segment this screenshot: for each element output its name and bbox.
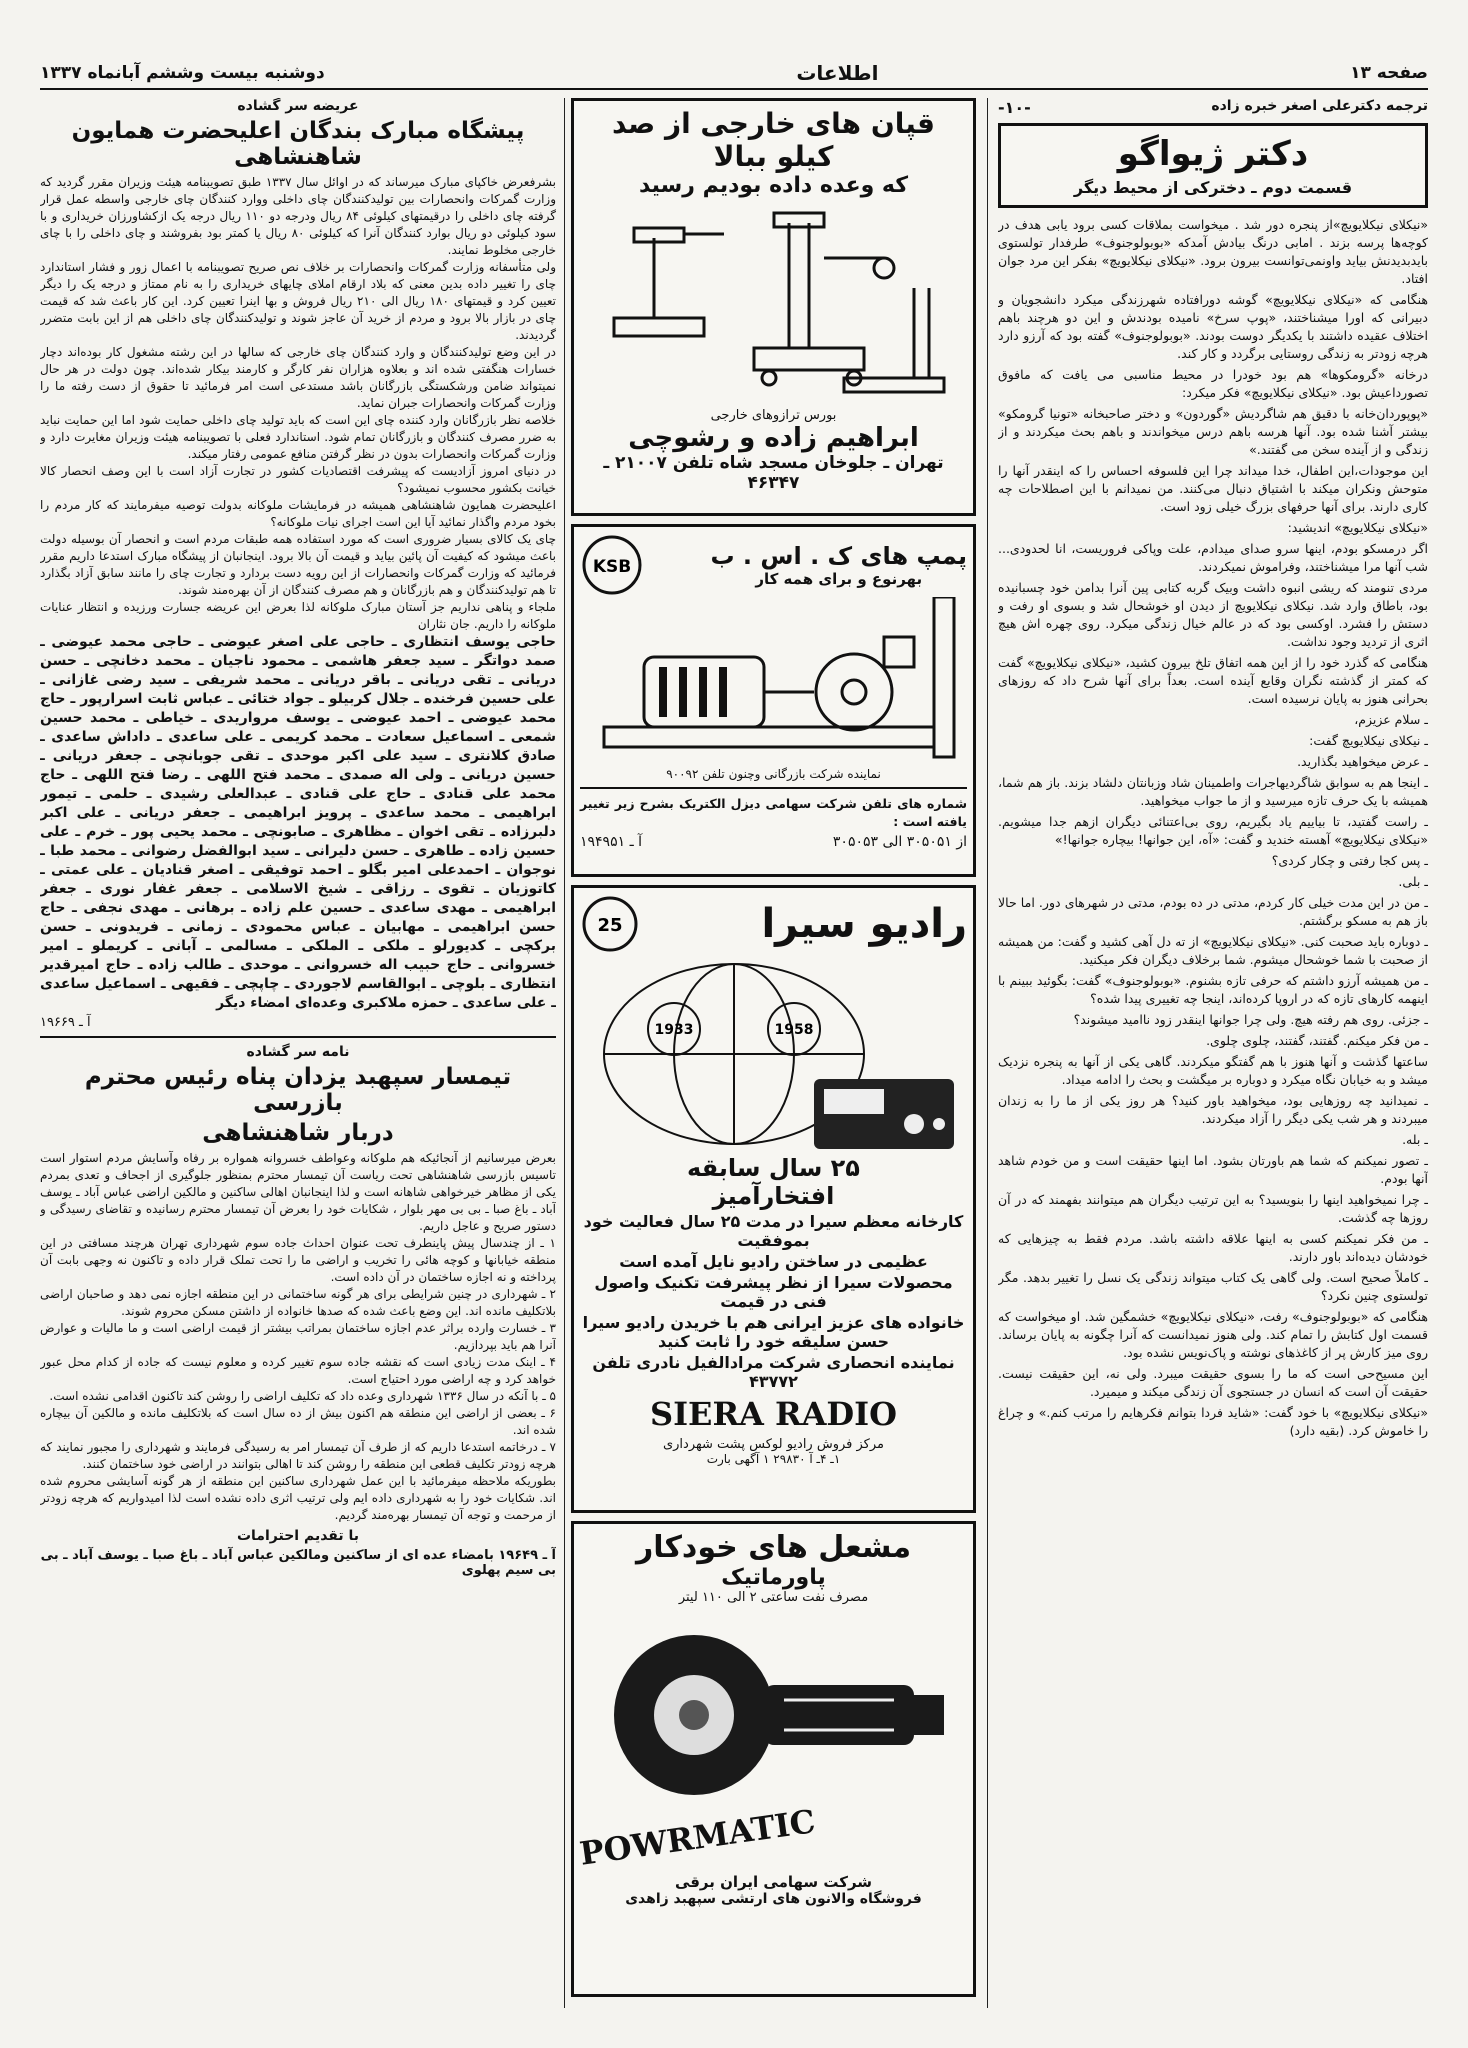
ad-pump-headline: پمپ های ک . اس . ب	[710, 542, 967, 570]
ad-scales-subhead: که وعده داده بودیم رسید	[638, 173, 909, 198]
letter1-code: آ ـ ۱۹۶۶۹	[40, 1015, 91, 1030]
letter2-paragraph: ۷ ـ درخاتمه استدعا داریم که از طرف آن تیمسار امر به رسیدگی فرمایند و شهرداری را مجبور نمایند که هرچه زودتر تکلیف قطعی این منطقه را روشن کند تا اهالی بتوانند در اراضی خود ساختمان کنند.	[40, 1440, 556, 1471]
ad-radio-line: عظیمی در ساختن رادیو نایل آمده است	[619, 1252, 928, 1271]
column-divider	[987, 98, 988, 2008]
scales-illustration	[584, 198, 964, 408]
ad-powrmatic-brand: POWRMATIC	[577, 1802, 818, 1873]
letter1-paragraph: ملجاء و پناهی نداریم جز آستان مبارک ملوکانه لذا بعرض این عریضه جسارت ورزیده و انتظار عنایات ملوکانه را داریم. جان نثاران	[40, 600, 556, 631]
letter2-paragraph: ۴ ـ اینک مدت زیادی است که نقشه جاده سوم تغییر کرده و معلوم نیست که جاده از کدام محل عبور خواهد کرد و چه اراضی مورد احتیاج است.	[40, 1355, 556, 1386]
serial-paragraph: این موجودات،این اطفال، خدا میداند چرا این فلسوفه احساس را که اینقدر آنها را متوحش ونکران میکند با اشتیاق دنبال می‌کنند. من نمیدانم با این اصطلاحات چه کاری دارند. برای آنها حرفهای بزرگ خیلی زود است.	[998, 463, 1428, 514]
column-divider	[564, 98, 565, 2008]
serial-text	[998, 216, 1428, 1440]
serial-paragraph: ـ من در این مدت خیلی کار کردم، مدتی در ده بودم، مدتی در شهرهای دور. اما حالا باز هم به مسکو برگشتم.	[998, 895, 1428, 928]
svg-text:25: 25	[597, 915, 623, 936]
serial-paragraph: ـ بله.	[1402, 1132, 1428, 1147]
ad-scales-address: تهران ـ جلوخان مسجد شاه تلفن ۲۱۰۰۷ ـ ۴۶۳۴۷	[603, 453, 944, 493]
ad-radio-brand: SIERA RADIO	[649, 1395, 898, 1433]
serial-paragraph: ـ بلی.	[1398, 874, 1428, 889]
ad-radio-years: ۲۵ سال سابقه	[687, 1154, 860, 1182]
newspaper-name: اطلاعات	[796, 61, 879, 85]
serial-paragraph: اگر درمسکو بودم، اینها سرو صدای میدادم، علت وپاکی فروریست، انا لحدودی... شب آنها مرا میشناختند، وفراموش نمیکردند.	[998, 541, 1428, 574]
letter1-paragraph: در دنیای امروز آزادیست که پیشرفت اقتصادیات کشور در تجارت آزاد است با این وصف انحصار کالا خیانت بکشور محسوب نمیشود؟	[40, 464, 556, 495]
letter2-paragraph: بطوریکه ملاحظه میفرمائید با این عمل شهرداری ساکنین این منطقه از هر گونه آسایشی محروم شده اند. شکایات خود را به شهرداری داده ایم ولی ترتیب اثری داده نشده است لذا امیدواریم که هرچه زودتر از مرحمت و توجه آن تیمسار بهره‌مند گردیم.	[40, 1474, 556, 1522]
ad-radio-line: خانواده های عزیز ایرانی هم با خریدن رادیو سیرا حسن سلیقه خود را ثابت کنید	[582, 1313, 965, 1351]
ad-scales-company: ابراهیم زاده و رشوچی	[628, 423, 919, 453]
letter1-title: پیشگاه مبارک بندگان اعلیحضرت همایون شاهنشاهی	[71, 118, 525, 170]
serial-paragraph: ساعتها گذشت و آنها هنوز با هم گفتگو میکردند. گاهی یکی از آنها به پنجره نزدیک میشد و به خیابان نگاه میکرد و دوباره بر میگشت و بحث را ادامه میداد.	[998, 1054, 1428, 1087]
letter1-paragraph: در این وضع تولیدکنندگان و وارد کنندگان چای خارجی که سالها در این رشته مشغول کار بوده‌اند دچار خسارات هنگفتی شده اند و بعلاوه هزاران نفر کارگر و کارمند بیکار شده‌اند. چون دولت در هر حال نمیتواند ضامن ورشکستگی بازرگانان باشد مستدعی است امر فرمائید تا حقوق از دست رفته ما را وزارت گمرکات وانحصارات جبران نماید.	[40, 345, 556, 410]
ksb-logo-icon	[580, 533, 644, 597]
serial-title: دکتر ژیواگو	[1117, 134, 1309, 174]
letter1-kicker: عریضه سر گشاده	[237, 98, 359, 114]
issue-date: دوشنبه بیست وششم آبانماه ۱۳۳۷	[40, 63, 325, 83]
serial-paragraph: ـ جزئی. روی هم رفته هیچ. ولی چرا جوانها اینقدر زود ناامید میشوند؟	[1073, 1012, 1428, 1027]
svg-text:1958: 1958	[774, 1022, 813, 1038]
svg-text:1933: 1933	[654, 1022, 693, 1038]
ad-powrmatic	[571, 1521, 976, 1997]
serial-byline	[998, 98, 1428, 117]
letter1-paragraph: چای یک کالای بسیار ضروری است که مورد استفاده همه طبقات مردم است و انحصار آن بوسیله دولت باعث میشود که کیفیت آن پائین بیاید و قیمت آن بالا برود. اینجانبان از پیشگاه مبارک استدعا داریم مقرر فرمائید که وزارت گمرکات وانحصارات از این رویه دست بردارد و تجارت چای را مانند سابق آزاد بگذارد تا هم تولیدکنندگان و هم بازرگانان و هم مصرف کنندگان از آن بهره‌مند شوند.	[40, 532, 556, 597]
serial-paragraph: ـ عرض میخواهید بگذارید.	[1297, 754, 1428, 769]
serial-column	[998, 98, 1428, 2008]
letter2-paragraph: ۳ ـ خسارت وارده براثر عدم اجازه ساختمان بمراتب بیشتر از قیمت اراضی است و ما مالیات و عوارض آنرا هم باید بپردازیم.	[40, 1321, 556, 1352]
serial-paragraph: ـ سلام عزیزم،	[1354, 712, 1428, 727]
ad-radio-lines	[580, 1212, 967, 1391]
serial-paragraph: ـ کاملاً صحیح است. ولی گاهی یک کتاب میتواند زندگی یک نسل را تغییر بدهد. مگر تولستوی چنین نکرد؟	[998, 1270, 1428, 1303]
serial-paragraph: ـ من فکر نمیکنم کسی به اینها علاقه داشته باشد. مردم فقط به چیزهایی که خودشان دیده‌اند باور دارند.	[998, 1231, 1428, 1264]
globe-radio-illustration	[584, 954, 964, 1154]
ad-radio-headline: رادیو سیرا	[761, 901, 967, 947]
serial-paragraph: این مسیح‌حی است که ما را بسوی حقیقت میبرد. ولی نه، این حقیقت نیست. حقیقت آن است که انسان در جستجوی آن زندگی میکند و میمیرد.	[998, 1366, 1428, 1399]
page-header	[40, 58, 1428, 90]
serial-paragraph: مردی تنومند که ریشی انبوه داشت وبیک گربه کتابی پین آنرا بدامن خود چسبانیده بود، باطاق وارد شد. نیکلای نیکلایویچ از دیدن او خوشحال شد و بسوی او رفت و دستش را فشرد. اوکسی بود که در عالم خیال زندگی میکرد. روی چهره اش هیچ اثری از تردید وجود نداشت.	[998, 580, 1428, 649]
letter2-paragraph: بعرض میرسانیم از آنجائیکه هم ملوکانه وعواطف خسروانه همواره بر رفاه وآسایش مردم استوار است تاسیس بازرسی شاهنشاهی تحت ریاست آن تیمسار محترم بمنظور جلوگیری از اجحاف و تعدی بمردم یکی از مظاهر خیرخواهی شاهانه است و لذا اینجانبان اهالی ساکنین و مالکین اراضی عباس آباد ـ یوسف آباد ـ باغ صبا ـ بی بی مهر بلوار ، شکایات خود را بعرض آن تیمسار محترم رسانیده و تقاضای رسیدگی و دستور صریح و عاجل داریم.	[40, 1151, 556, 1233]
anniversary-badge-icon	[580, 894, 640, 954]
serial-paragraph: ـ چرا نمیخواهید اینها را بنویسید؟ به این ترتیب دیگران هم میتوانند بفهمند که در آن روزها چه گذشت.	[998, 1192, 1428, 1225]
ad-scales-note: بورس ترازوهای خارجی	[710, 408, 837, 423]
serial-paragraph: ـ اینجا هم به سوابق شاگردیهاجرات واطمینان شاد وزبانتان دلشاد بزند. باز هم شما، همیشه با یک حرف تازه میرسید و از ما جواب میخواهید.	[998, 775, 1428, 808]
ad-powrmatic-note: مصرف نفت ساعتی ۲ الی ۱۱۰ لیتر	[678, 1590, 869, 1605]
serial-paragraph: ـ تصور نمیکنم که شما هم باورتان بشود. اما اینها حقیقت است و من خودم شاهد آنها بودم.	[998, 1153, 1428, 1186]
letter2-paragraph: ۲ ـ شهرداری در چنین شرایطی برای هر گونه ساختمانی در این منطقه اجازه نمی دهد و صاحبان اراضی بلاتکلیف مانده اند. این وضع باعث شده که صدها خانواده از داشتن مسکن محروم شوند.	[40, 1287, 556, 1318]
ad-pump	[571, 524, 976, 877]
letter-to-inspector	[40, 1044, 556, 1578]
letters-column	[40, 98, 556, 2008]
ads-column	[571, 98, 976, 2008]
letter-to-shah	[40, 98, 556, 1030]
letter2-closing: با تقدیم احترامات	[236, 1528, 360, 1544]
serial-title-box	[998, 123, 1428, 208]
letter1-signatures: حاجی یوسف انتظاری ـ حاجی علی اصغر عیوضی ـ حاجی محمد عیوضی ـ صمد دواتگر ـ سید جعفر هاشمی ـ محمود ناجیان ـ محمد دخانچی ـ حسن دریانی ـ تقی دریانی ـ باقر دریانی ـ محمد شریفی ـ سید رضی غازانی ـ علی حسین فرخنده ـ جلال کربیلو ـ جواد ختائی ـ عباس ثابت اسرارپور ـ حاج محمد عیوضی ـ احمد عیوضی ـ یوسف مرواریدی ـ خیاطی ـ محمد حسین شمعی ـ اسماعیل سعادت ـ محمد کریمی ـ علی ساعدی ـ داداش ساعدی ـ صادق کلانتری ـ سید علی اکبر موحدی ـ تقی جوبانچی ـ جعفر دریانی ـ حسین دریانی ـ ولی اله صمدی ـ محمد فتح اللهی ـ رضا فتح اللهی ـ حاج محمد علی قنادی ـ حاج علی قنادی ـ عبدالعلی رشیدی ـ حلمی ـ تیمور ابراهیمی ـ محمد ساعدی ـ پرویز ابراهیمی ـ جعفر دریانی ـ علی اکبر دلبرزاده ـ تقی اخوان ـ مظاهری ـ صابونچی ـ محمد یحیی پور ـ خرم ـ علی حسین زاده ـ طاهری ـ حسن دلیرانی ـ سید ابوالفضل رضوانی ـ محمد طبا ـ نوجوان ـ احمدعلی امیر بگلو ـ احمد توفیقی ـ اصغر قنادیان ـ علی عمتی ـ کاتوزیان ـ تقوی ـ رزاقی ـ شیخ الاسلامی ـ جعفر غفار نوری ـ جعفر ابراهیمی ـ مهدی ساعدی ـ حسین علم زاده ـ برهانی ـ مهدی نجفی ـ حاج حسن ابراهیمی ـ مهابیان ـ عباس محمودی ـ زمانی ـ فریدونی ـ حسن برکچی ـ کدیورلو ـ ملکی ـ الملکی ـ مسالمی ـ آبانی ـ کریملو ـ امیر خسروانی ـ حاج حبیب اله خسروانی ـ موحدی ـ طالب زاده ـ حاج امیرقدیر انتظاری ـ بلوچی ـ ابوالقاسم لاجوردی ـ چاپچی ـ فقیهی ـ اسماعیل ساعدی ـ علی ساعدی ـ حمزه ملاکبری وعده‌ای امضاء دیگر	[40, 634, 556, 1011]
letter2-title: تیمسار سپهبد یزدان پناه رئیس محترم بازرسی	[84, 1064, 512, 1116]
ad-pump-phones-line: شماره های تلفن شرکت سهامی دیزل الکتریک بشرح زیر تغییر یافته است :	[580, 796, 967, 829]
ad-pump-subhead: بهرنوع و برای همه کار	[755, 570, 923, 588]
letter1-body	[40, 174, 556, 633]
ad-radio-pride: افتخارآمیز	[712, 1182, 835, 1210]
letter1-paragraph: خلاصه نظر بازرگانان وارد کننده چای این است که باید تولید چای داخلی حمایت شود اما این حمایت نباید به ضرر مصرف کنندگان و بازرگانان تمام شود. استاندارد فعلی با تصویبنامه هیئت وزیران مغایرت دارد و وزارت گمرکات وانحصارات بدون در نظر گرفتن منافع عمومی رفتار میکند.	[40, 413, 556, 461]
serial-paragraph: ـ نیکلای نیکلایویچ گفت:	[1309, 733, 1428, 748]
serial-paragraph: ـ من همیشه آرزو داشتم که حرفی تازه بشنوم. «بوبولوجنوف» گفت: بگوئید ببینم با اینهمه کارهای تازه که در اروپا کرده‌اند، اینجا چه تغییری پیدا شده؟	[998, 973, 1428, 1006]
translator: ترجمه دکترعلی اصغر خبره زاده	[1211, 98, 1428, 114]
ad-pump-code: آ ـ ۱۹۴۹۵۱	[580, 834, 643, 850]
serial-paragraph: ـ من فکر میکنم. گفتند، گفتند، چلوی چلوی.	[1206, 1033, 1428, 1048]
ad-radio-shop: مرکز فروش رادیو لوکس پشت شهرداری	[662, 1437, 885, 1452]
letter2-title2: دربار شاهنشاهی	[202, 1120, 394, 1146]
letter2-paragraph: ۵ ـ با آنکه در سال ۱۳۳۶ شهرداری وعده داد که تکلیف اراضی را روشن کند تاکنون اقدامی نشده است.	[49, 1389, 556, 1403]
ad-radio-line: محصولات سیرا از نظر پیشرفت تکنیک واصول فنی در قیمت	[594, 1273, 953, 1311]
ad-siera-radio	[571, 885, 976, 1513]
ad-pump-agent: نماینده شرکت بازرگانی وچنون تلفن ۹۰۰۹۲	[666, 767, 881, 781]
serial-paragraph: «نیکلای نیکلایویچ»از پنجره دور شد . میخواست بملاقات کسی برود یابی هدف در کوچه‌ها پرسه بزند . امابی درنگ بیادش آمدکه «بوبولوجنوف» طرفدار تولستوی بایدبدیدنش بیاید واونمی‌توانست بیرون برود. «نیکلای نیکلایویچ» بفکر این مرد جوان افتاد.	[998, 217, 1428, 286]
serial-paragraph: هنگامی که «بوبولوجنوف» رفت، «نیکلای نیکلایویچ» خشمگین شد. او میخواست که قسمت اول کتابش را تمام کند. ولی هنوز نمیدانست که آنرا چگونه به پایان برساند. روی میز کارش پر از کاغذهای نوشته و پاک‌نویس نشده بود.	[998, 1309, 1428, 1360]
letter1-paragraph: ولی متأسفانه وزارت گمرکات وانحصارات بر خلاف نص صریح تصویبنامه با اعمال زور و فشار استاندارد چای را تغییر داده بدین معنی که بلاد ارقام املای چایهای خریداری را به نام ممتاز و درجه یک را دیگر تعیین کرد و قیمتهای ۱۸۰ ریال الی ۲۱۰ ریال فروش و بها اینرا تعیین کرد. این کار باعث شد که قیمت چای در بازار بالا برود و مردم از خرید آن عاجز شوند و تولیدکنندگان چای داخلی هم از این بابت متضرر گردیدند.	[40, 260, 556, 342]
page-number: صفحه ۱۳	[1350, 63, 1428, 83]
ad-radio-line: کارخانه معظم سیرا در مدت ۲۵ سال فعالیت خود بموفقیت	[583, 1212, 964, 1250]
serial-subtitle: قسمت دوم ـ دخترکی از محیط دیگر	[1073, 178, 1353, 197]
serial-paragraph: درخانه «گرومکوها» هم بود خودرا در محیط مناسبی می یافت که مافوق تصورداعیش بود. «نیکلای نیکلایویچ» فکر میکرد:	[998, 367, 1428, 400]
serial-paragraph: ـ راست گفتید، تا بیاییم یاد بگیریم، روی بی‌اعتنائی دیگران ازهم جدا میشویم. «نیکلای نیکلایویچ» آهسته خندید و گفت: «آه، این جوانها! بیچاره جوانها!»	[998, 814, 1428, 847]
serial-paragraph: ـ دوباره باید صحبت کنی. «نیکلای نیکلایویچ» از ته دل آهی کشید و گفت: من همیشه از صحبت با شما خوشحال میشوم. شما برخلاف دیگران فکر میکنید.	[998, 934, 1428, 967]
ad-radio-code: ۱ـ ۴ـ آ ۲۹۸۳۰ ۱ آگهی بارت	[706, 1452, 841, 1466]
ad-powrmatic-company: شرکت سهامی ایران برقی	[674, 1873, 873, 1891]
serial-paragraph: ـ پس کجا رفتی و چکار کردی؟	[1271, 853, 1428, 868]
ad-powrmatic-agent: فروشگاه والانون های ارتشی سپهبد زاهدی	[625, 1891, 922, 1907]
letter2-paragraph: ۱ ـ از چندسال پیش پاینطرف تحت عنوان احداث جاده سوم شهرداری تهران هرچند مسافتی در این منطقه خیابانها و کوچه هائی را تخریب و اراضی ما را تحت تملک قرار داده و تاکنون نه وجهی بابت آن پرداخته و نه اجازه ساختمان در آن داده است.	[40, 1236, 556, 1284]
pump-illustration	[584, 597, 964, 767]
letter2-body	[40, 1150, 556, 1524]
ad-scales	[571, 98, 976, 516]
ad-pump-phones: از ۳۰۵۰۵۱ الی ۳۰۵۰۵۳	[832, 834, 967, 850]
serial-paragraph: هنگامی که گذرد خود را از این همه اتفاق تلخ بیرون کشید، «نیکلای نیکلایویچ» گفت که کمتر از گذشته نگران وقایع آینده است. بعداً برای آنها شرح داد که روزهای بحرانی هنوز به پایان نرسیده است.	[998, 655, 1428, 706]
episode-number: -۱۰-	[998, 98, 1031, 117]
letter1-paragraph: اعلیحضرت همایون شاهنشاهی همیشه در فرمایشات ملوکانه بدولت توصیه میفرمایند که کار مردم را بخود مردم واگذار نمائید آیا این است اجرای نیات ملوکانه؟	[40, 498, 556, 529]
serial-paragraph: «نیکلای نیکلایویچ» اندیشید:	[1287, 520, 1428, 535]
letter2-kicker: نامه سر گشاده	[246, 1044, 350, 1060]
serial-paragraph: ـ نمیدانید چه روزهایی بود، میخواهید باور کنید؟ هر روز یکی از ما را به زندان میبردند و هر شب یکی دیگر را آزاد میکردند.	[998, 1093, 1428, 1126]
letter2-paragraph: ۶ ـ بعضی از اراضی این منطقه هم اکنون بیش از ده سال است که بلاتکلیف مانده و مالکین آن بیچاره شده اند.	[40, 1406, 556, 1437]
svg-text:KSB: KSB	[592, 557, 632, 577]
ad-powrmatic-headline: مشعل های خودکار	[635, 1530, 912, 1565]
letter2-signature: آ ـ ۱۹۶۴۹ بامضاء عده ای از ساکنین ومالکین عباس آباد ـ باغ صبا ـ یوسف آباد ـ بی بی سیم پهلوی	[40, 1548, 556, 1578]
serial-paragraph: «پوپوردان‌خانه با دقیق هم شاگردیش «گوردون» و دختر صاحبخانه «تونیا گرومکو» بیشتر آشنا شده بود. آنها هرسه باهم درس میخواندند و باهم بحث میکردند و از زندگی و از آینده سخن می گفتند.»	[998, 406, 1428, 457]
ad-radio-line: نماینده انحصاری شرکت مرادالفیل نادری تلفن ۴۳۷۷۲	[592, 1353, 955, 1391]
serial-paragraph: «نیکلای نیکلایویچ» با خود گفت: «شاید فردا بتوانم فکرهایم را مرتب کنم.» و چراغ را خاموش کرد. (بقیه دارد)	[998, 1405, 1428, 1438]
ad-scales-headline: قپان های خارجی از صد کیلو ببالا	[611, 107, 936, 173]
ad-powrmatic-subhead: پاورماتیک	[721, 1565, 826, 1590]
serial-paragraph: هنگامی که «نیکلای نیکلایویچ» گوشه دورافتاده شهرزندگی میکرد دانشجویان و دبیرانی که اورا میشناختند، «پوپ سرخ» نامیده بودندش و این دو هرچند باهم اختلاف عقیده داشتند با یکدیگر دوست بودند. «بوبولوجنوف» گفته بود که آرزو دارد هرچه زودتر به زندگی روستایی برگردد و کار کند.	[998, 292, 1428, 361]
letter1-paragraph: بشرفعرض خاکپای مبارک میرساند که در اوائل سال ۱۳۳۷ طبق تصویبنامه هیئت وزیران مقرر گردید که وزارت گمرکات وانحصارات بین تولیدکنندگان چای داخلی ووارد کنندگان چای خارجی واسطه عمل قرار گرفته چای داخلی را درقیمتهای کیلوئی ۸۴ ریال ودرجه دو ۱۱۰ ریال درجه یک ازکشاورزان خریداری و با سود کیلوئی دو ریال بوارد کنندگان آنرا که کیلوئی ۸۰ ریال یا کمتر بود بفروشند و چای داخلی را با چای خارجی مخلوط نمایند.	[40, 175, 556, 257]
